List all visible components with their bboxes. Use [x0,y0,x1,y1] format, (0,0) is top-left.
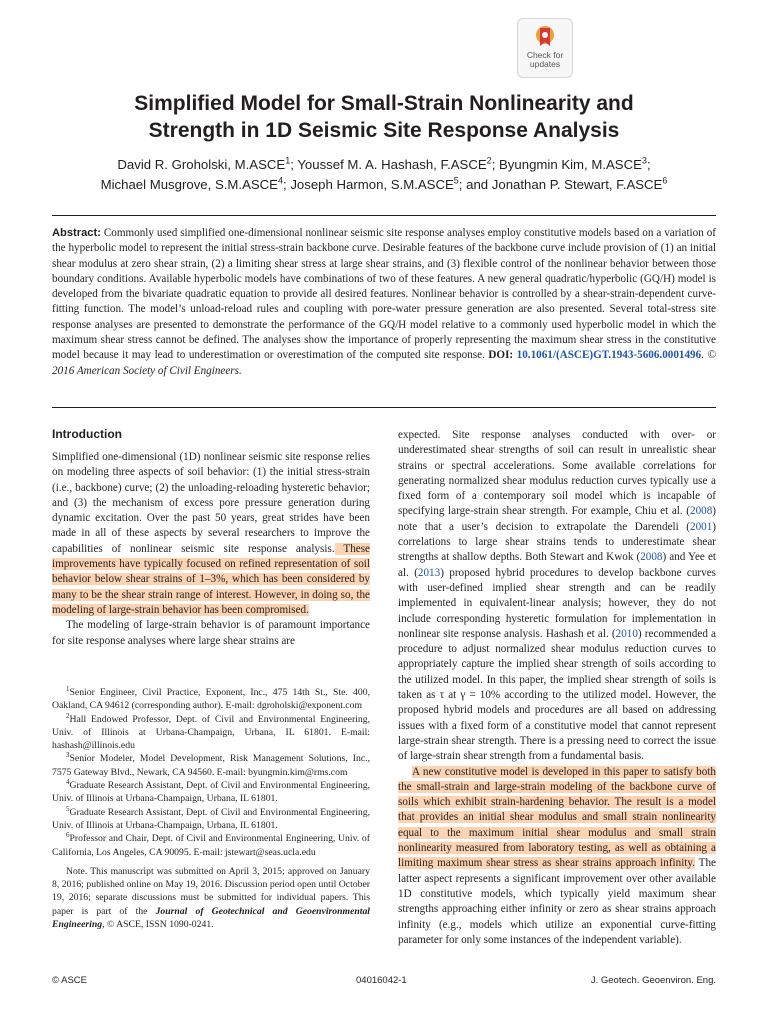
footnote [52,713,370,753]
footnote-text: Hall Endowed Professor, Dept. of Civil and Environmental Engineering, Univ. of Illinois at Urbana-Champaign, Urbana, IL 61801. E-mail: hashash@illinois.edu [52,713,370,752]
highlighted-text: A new constitutive model is developed in this paper to satisfy both the small-strain and large-strain modeling of the backbone curve of soils which exhibit strain-hardening behavior. The result is a model that provides an initial shear modulus and small strain nonlinearity equal to the maximum initial shear modulus and small strain nonlinearity measured from laboratory testing, as well as obtaining a limiting maximum shear stress as shear strains approach infinity. [398,765,716,870]
body-text: ) note that a user’s decision to extrapolate the Darendeli ( [398,505,716,533]
author-separator: ; [283,177,291,192]
bookmark-ribbon-icon [534,24,556,50]
author-separator: ; [290,157,298,172]
author-name: David R. Groholski, M.ASCE [117,157,286,172]
footnote [52,686,370,713]
affiliation-footnotes [52,686,370,931]
footnote-marker: 5 [66,804,70,813]
body-text: expected. Site response analyses conducted with over- or underestimated shear strengths of soil can result in unrealistic shear strains or spectral accelerations. Some available correlations for generating normalized shear modulus reduction curves typically use a fixed form of a contemporary soil model which is incapable of specifying large-strain shear strength. For example, Chiu et al. ( [398,429,716,518]
footnote [52,806,370,833]
footer-journal-abbrev: J. Geotech. Geoenviron. Eng. [590,975,716,986]
footnote-text: Senior Modeler, Model Development, Risk Management Solutions, Inc., 7575 Gateway Blvd., Newark, CA 94560. E-mail: byungmin.kim@rms.com [52,753,370,778]
author-affiliation-marker: 4 [277,175,283,186]
author-name: Michael Musgrove, S.M.ASCE [100,177,278,192]
journal-name: Journal of Geotechnical and Geoenvironmental Engineering [52,905,370,931]
footnote-marker: 4 [66,777,70,786]
author-name: Youssef M. A. Hashash, F.ASCE [297,157,487,172]
title-line-2: Strength in 1D Seismic Site Response Analysis [148,119,620,142]
citation-link[interactable]: 2001 [690,520,713,533]
intro-paragraph-2: The modeling of large-strain behavior is of paramount importance for site response analyses where large shear strains are [52,619,370,647]
citation-link[interactable]: 2010 [615,627,638,640]
highlighted-text: These improvements have typically focused on refined representation of soil behavior below shear strains of 1–3%, which has been considered by many to be the shear strain range of interest. However, in doing so, the modeling of large-strain behavior has been compromised. [52,542,371,616]
author-separator: ; [646,157,651,172]
check-for-updates-badge[interactable] [517,18,573,78]
badge-label-line1: Check for [526,50,564,60]
footnote [52,779,370,806]
note-tail: , © ASCE, ISSN 1090-0241. [102,919,214,931]
author-name: Byungmin Kim, M.ASCE [499,157,642,172]
author-line-1 [0,155,768,175]
author-affiliation-marker: 3 [641,155,647,166]
title-line-1: Simplified Model for Small-Strain Nonlinearity and [134,92,634,115]
footnote-text: Graduate Research Assistant, Dept. of Civil and Environmental Engineering, Univ. of Illinois at Urbana-Champaign, Urbana, IL 61801. [52,780,370,805]
intro-paragraph-1 [52,450,370,618]
body-text: The latter aspect represents a significant improvement over other available 1D constitutive models, which typically yield maximum shear strengths approaching either infinity or zero as shear strains approach infinity (e.g., models which utilize an exponential curve-fitting parameter for only some instances of the independent variable). [398,857,716,946]
abstract-bottom-rule [52,407,716,408]
author-list [0,155,768,195]
doi-link[interactable]: 10.1061/(ASCE)GT.1943-5606.0001496 [516,349,702,362]
right-paragraph-2 [398,765,716,949]
right-column-body [398,428,716,948]
doi-label: DOI: [488,349,514,362]
abstract-body: Commonly used simplified one-dimensional nonlinear seismic site response analyses employ constitutive models based on a variation of the hyperbolic model to represent the initial stress-strain backbone curve. Desirable features of the backbone curve include provision of (1) an initial shear modulus at zero shear strain, (2) a limiting shear stress at large shear strains, and (3) flexible control of the nonlinear behavior between those boundary conditions. Available hyperbolic models have combinations of two of these features. A new general quadratic/hyperbolic (GQ/H) model is developed from the bivariate quadratic equation to provide all desired features. Nonlinear behavior is controlled by a shear-strain-dependent curve-fitting function. The model’s unload-reload rules and coupling with pore-water pressure generation are also presented. Several total-stress site response analyses are presented to demonstrate the performance of the GQ/H model relative to a commonly used hyperbolic model in which the maximum shear stress cannot be defined. The analyses show the importance of properly representing the maximum shear stress in the constitutive model because it may lead to underestimation or overestimation of the computed site response. [52,227,716,362]
footer-article-number: 04016042-1 [356,975,407,986]
abstract-label: Abstract: [52,227,101,239]
copyright-notice: . © 2016 American Society of Civil Engineers. [52,349,716,377]
badge-label-line2: updates [529,59,561,69]
body-text: ) recommended a procedure to adjust normalized shear modulus reduction curves to appropriately capture the implied shear strength of soils according to the utilized model. In this paper, the implied shear strength of soils is taken as τ at γ = 10% according to the utilized model. However, the proposed hybrid models and procedures are all based on addressing issues with a fixed form of a constitutive model that cannot represent large-strain shear strength. There is a pressing need to correct the issue of large-strain shear strength from a fundamental basis. [398,627,716,763]
footnote-marker: 6 [66,831,70,840]
paper-title [0,90,768,144]
author-name: Joseph Harmon, S.M.ASCE [290,177,454,192]
footnote [52,752,370,779]
footer-copyright: © ASCE [52,975,87,986]
abstract-top-rule [52,215,716,216]
footnote-marker: 2 [66,711,70,720]
footnote-marker: 1 [66,684,70,693]
footnote [52,832,370,859]
citation-link[interactable]: 2013 [417,566,441,579]
manuscript-note [52,865,370,931]
author-line-2 [0,175,768,195]
abstract [52,226,716,379]
author-affiliation-marker: 5 [453,175,459,186]
body-text: ) correlations to large shear strains tends to underestimate shear strengths at shallow depths. Both Stewart and Kwok ( [398,520,716,564]
intro-text: Simplified one-dimensional (1D) nonlinear seismic site response relies on modeling three aspects of soil behavior: (1) the initial stress-strain (i.e., backbone) curve; (2) the unloading-reloading hysteretic behavior; and (3) the mechanism of excess pore pressure generation during dynamic excitation. Over the past 50 years, great strides have been made in all of these aspects by several researchers to improve the capabilities of nonlinear seismic site response analysis. [52,451,370,555]
citation-link[interactable]: 2008 [640,551,663,564]
author-affiliation-marker: 6 [662,175,668,186]
footnote-marker: 3 [66,751,70,760]
section-heading-introduction: Introduction [52,427,122,441]
author-affiliation-marker: 2 [486,155,492,166]
right-paragraph-1 [398,428,716,765]
author-affiliation-marker: 1 [285,155,291,166]
footnote-text: Professor and Chair, Dept. of Civil and Environmental Engineering, Univ. of California, Los Angeles, CA 90095. E-mail: jstewart@seas.ucla.edu [52,833,370,858]
body-text: ) and Yee et al. ( [398,551,716,579]
author-separator: ; [491,157,500,172]
footnote-text: Senior Engineer, Civil Practice, Exponent, Inc., 475 14th St., Ste. 400, Oakland, CA 94612 (corresponding author). E-mail: dgroholski@exponent.com [52,687,370,712]
author-separator: ; and [458,177,492,192]
footnote-text: Graduate Research Assistant, Dept. of Civil and Environmental Engineering, Univ. of Illinois at Urbana-Champaign, Urbana, IL 61801. [52,806,370,831]
citation-link[interactable]: 2008 [690,505,713,518]
author-name: Jonathan P. Stewart, F.ASCE [491,177,663,192]
note-text: Note. This manuscript was submitted on April 3, 2015; approved on January 8, 2016; published online on May 19, 2016. Discussion period open until October 19, 2016; separate discussions must be submitted for individual papers. This paper is part of the [52,865,370,917]
body-text: ) proposed hybrid procedures to develop backbone curves with user-defined implied shear strength and can be readily implemented in equivalent-linear analysis; however, they do not include corresponding hysteretic formulation for implementation in nonlinear site response analysis. Hashash et al. ( [398,566,716,640]
left-column-body [52,450,370,649]
